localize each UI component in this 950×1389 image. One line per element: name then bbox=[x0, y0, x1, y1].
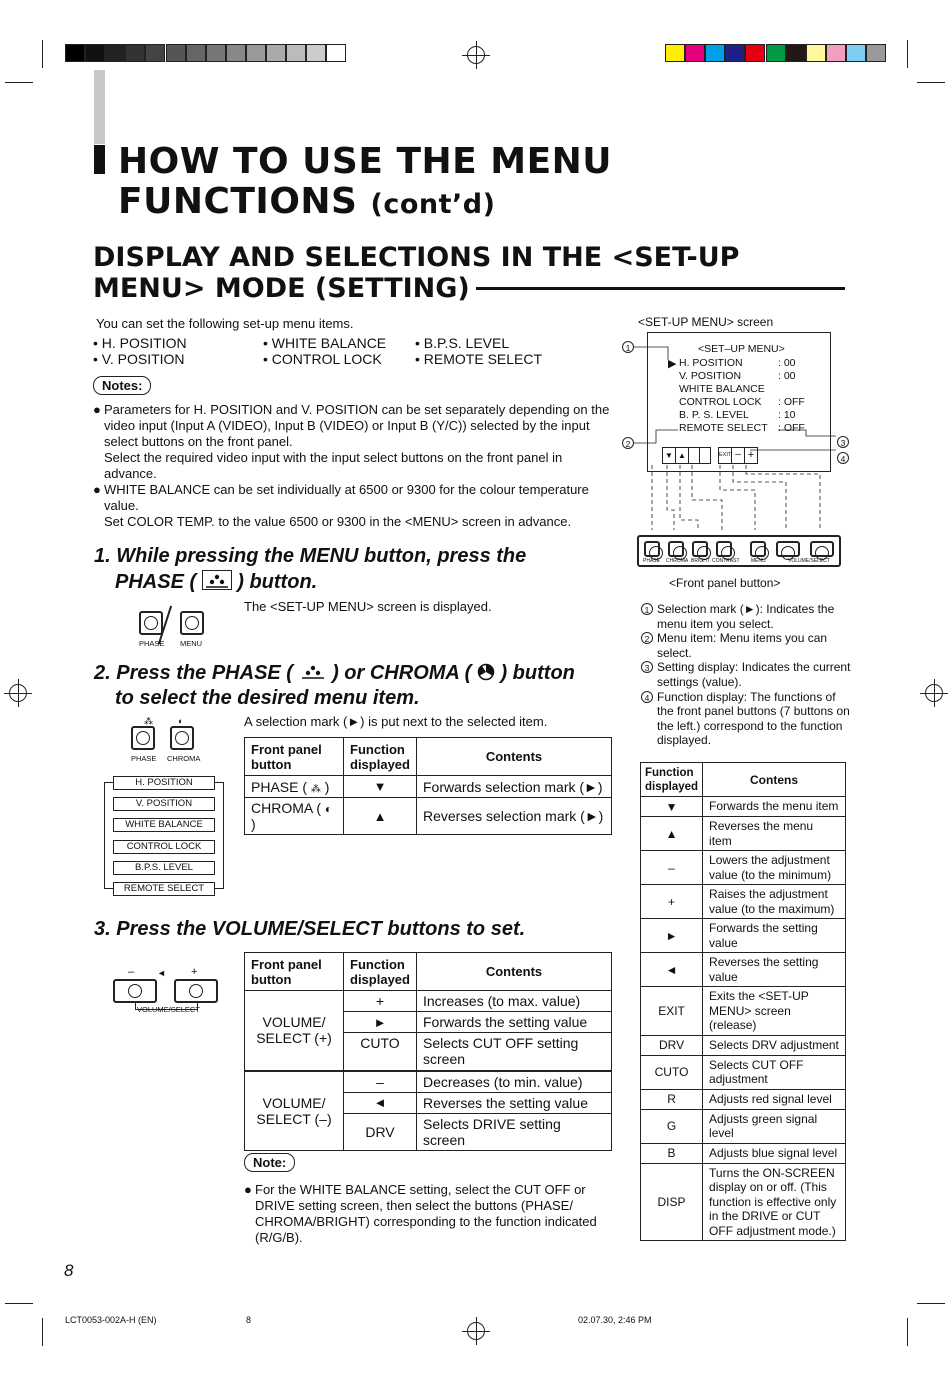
chroma-icon: ◐ bbox=[178, 716, 184, 726]
table-row bbox=[641, 797, 846, 817]
table-row: ► Forwards the setting value bbox=[245, 1012, 612, 1033]
table-row bbox=[641, 1089, 846, 1109]
table-header: Contents bbox=[417, 953, 612, 991]
volume-plus-button[interactable] bbox=[174, 979, 218, 1003]
color-swatch bbox=[685, 44, 705, 62]
chroma-icon bbox=[477, 663, 495, 681]
contents-cell: Exits the <SET-UP MENU> screen (release) bbox=[703, 987, 846, 1036]
notes-label: Notes: bbox=[93, 376, 151, 395]
color-swatch bbox=[866, 44, 886, 62]
screen-row-value: : OFF bbox=[778, 422, 805, 434]
color-swatch bbox=[226, 44, 246, 62]
panel-label: PHASE bbox=[643, 558, 660, 564]
table-row: VOLUME/ SELECT (–) – Decreases (to min. value) bbox=[245, 1071, 612, 1093]
screen-row-value: : OFF bbox=[778, 396, 805, 408]
flow-item: REMOTE SELECT bbox=[113, 882, 215, 896]
panel-label: CHROMA bbox=[666, 558, 689, 564]
screen-row-value: : 00 bbox=[778, 357, 796, 369]
page-number: 8 bbox=[64, 1261, 74, 1280]
table-header: Front panel button bbox=[245, 738, 344, 776]
note-label: Note: bbox=[244, 1153, 295, 1172]
step3-table bbox=[244, 952, 612, 1151]
function-cell: EXIT bbox=[641, 987, 703, 1036]
table-row bbox=[641, 953, 846, 987]
table-header: Contents bbox=[417, 738, 612, 776]
table-row: PHASE ( ⁂ ) ▼ Forwards selection mark (►) bbox=[245, 776, 612, 798]
volume-minus-button[interactable] bbox=[113, 979, 157, 1003]
menu-button-label: MENU bbox=[180, 639, 203, 648]
color-swatch bbox=[306, 44, 326, 62]
function-cell: + bbox=[641, 885, 703, 919]
chroma-button[interactable] bbox=[170, 726, 194, 750]
table-row bbox=[641, 987, 846, 1036]
items-col1 bbox=[93, 335, 187, 367]
panel-label: MENU bbox=[751, 558, 766, 564]
color-swatch bbox=[286, 44, 306, 62]
flow-left-line bbox=[104, 782, 113, 889]
phase-icon: ⁂ bbox=[144, 716, 153, 726]
screen-title: <SET–UP MENU> bbox=[698, 343, 785, 355]
panel-label: CONTRAST bbox=[712, 558, 740, 564]
color-swatch bbox=[85, 44, 105, 62]
plus-sign: + bbox=[191, 966, 198, 978]
intro-text: You can set the following set-up menu items. bbox=[96, 316, 354, 331]
table-row bbox=[641, 1055, 846, 1089]
volume-select-label: VOLUME/SELECT bbox=[137, 1005, 200, 1014]
chroma-icon: ◐ bbox=[324, 802, 333, 816]
table-row bbox=[641, 885, 846, 919]
table-header: Function displayed bbox=[344, 738, 417, 776]
color-swatch bbox=[725, 44, 745, 62]
step3-heading: 3. Press the VOLUME/SELECT buttons to set. bbox=[94, 918, 526, 940]
items-col3 bbox=[415, 335, 542, 367]
contents-cell: Reverses the menu item bbox=[703, 817, 846, 851]
legend-item: 2 Menu item: Menu items you can select. bbox=[641, 631, 851, 660]
note-item: ● Parameters for H. POSITION and V. POSITION can be set separately depending on the video input (Input A (VIDEO), Input B (VIDEO) or Input B (Y/C)) selected by the input select buttons on the front panel. Select the required video input with the input select buttons on the front panel in advance. bbox=[93, 402, 610, 481]
crop-mark bbox=[5, 82, 33, 83]
table-row: DRV Selects DRIVE setting screen bbox=[245, 1113, 612, 1150]
up-icon: ▲ bbox=[675, 447, 689, 464]
function-cell: ▲ bbox=[641, 817, 703, 851]
panel-volume-minus-button[interactable] bbox=[776, 541, 800, 557]
table-header: Function displayed bbox=[344, 953, 417, 991]
legend-item: 1 Selection mark (►): Indicates the menu item you select. bbox=[641, 602, 851, 631]
color-swatch bbox=[65, 44, 85, 62]
function-table bbox=[640, 762, 846, 1241]
table-row bbox=[641, 817, 846, 851]
table-row bbox=[641, 1143, 846, 1163]
page-title-line2: FUNCTIONS (cont’d) bbox=[118, 181, 496, 222]
panel-menu-button[interactable] bbox=[750, 541, 766, 557]
volume-wedge: ◄ bbox=[157, 968, 166, 978]
flow-item: V. POSITION bbox=[113, 797, 215, 811]
plus-icon: + bbox=[744, 447, 758, 464]
flow-item: CONTROL LOCK bbox=[113, 840, 215, 854]
color-swatch bbox=[786, 44, 806, 62]
notes-body bbox=[93, 402, 633, 530]
function-cell: G bbox=[641, 1109, 703, 1143]
list-item: • V. POSITION bbox=[93, 351, 185, 367]
phase-button-label: PHASE bbox=[131, 754, 157, 763]
screen-row-label: B. P. S. LEVEL bbox=[679, 409, 749, 421]
section-heading bbox=[93, 242, 853, 304]
page-title-contd: (cont’d) bbox=[370, 189, 496, 220]
minus-sign: – bbox=[128, 966, 135, 978]
page-title-line1: HOW TO USE THE MENU bbox=[118, 141, 613, 182]
screen-row-label: H. POSITION bbox=[679, 357, 743, 369]
table-header: Front panel button bbox=[245, 953, 344, 991]
registration-mark-left bbox=[9, 684, 27, 702]
phase-button[interactable] bbox=[131, 726, 155, 750]
function-cell: – bbox=[641, 851, 703, 885]
section-rule bbox=[476, 287, 845, 290]
callout-4: 4 bbox=[837, 452, 849, 464]
list-item: • WHITE BALANCE bbox=[263, 335, 387, 351]
section-heading-line2: MENU> MODE (SETTING) bbox=[93, 273, 853, 304]
color-swatch bbox=[665, 44, 685, 62]
color-swatch bbox=[766, 44, 786, 62]
footer-mid: 8 bbox=[246, 1315, 252, 1325]
contents-cell: Adjusts green signal level bbox=[703, 1109, 846, 1143]
phase-button[interactable] bbox=[139, 611, 163, 635]
minus-icon: – bbox=[731, 447, 745, 464]
page-tab bbox=[94, 70, 105, 144]
panel-volume-plus-button[interactable] bbox=[810, 541, 834, 557]
table-header: Function displayed bbox=[641, 763, 703, 797]
menu-button[interactable] bbox=[180, 611, 204, 635]
color-swatch bbox=[826, 44, 846, 62]
flow-item: WHITE BALANCE bbox=[113, 818, 215, 832]
contents-cell: Raises the adjustment value (to the maximum) bbox=[703, 885, 846, 919]
callout-leaders bbox=[600, 330, 860, 570]
crop-mark bbox=[907, 1318, 908, 1346]
color-swatch bbox=[705, 44, 725, 62]
step1-heading: 1. While pressing the MENU button, press the PHASE ( ) button. bbox=[94, 545, 527, 593]
contents-cell: Adjusts red signal level bbox=[703, 1089, 846, 1109]
table-row bbox=[641, 1109, 846, 1143]
phase-icon: ⁂ bbox=[310, 783, 321, 795]
panel-chroma-button[interactable] bbox=[668, 541, 684, 557]
screen-caption: <SET-UP MENU> screen bbox=[638, 315, 774, 329]
step2-heading: 2. Press the PHASE ( ) or CHROMA ( ) button to select the desired menu item. bbox=[94, 662, 575, 709]
table-row: VOLUME/ SELECT (+) + Increases (to max. value) bbox=[245, 991, 612, 1012]
screen-row-value: : 00 bbox=[778, 370, 796, 382]
color-swatch bbox=[105, 44, 125, 62]
items-col2 bbox=[263, 335, 386, 367]
front-panel-caption: <Front panel button> bbox=[669, 576, 781, 590]
registration-mark-top bbox=[467, 46, 485, 64]
panel-phase-button[interactable] bbox=[644, 541, 660, 557]
callout-3: 3 bbox=[837, 436, 849, 448]
crop-mark bbox=[907, 40, 908, 68]
crop-mark bbox=[917, 82, 945, 83]
screen-row-label: CONTROL LOCK bbox=[679, 396, 762, 408]
callout-2: 2 bbox=[622, 437, 634, 449]
phase-button-label: PHASE bbox=[139, 639, 165, 648]
panel-label: VOLUME/SELECT bbox=[788, 558, 830, 564]
step1-desc: The <SET-UP MENU> screen is displayed. bbox=[244, 599, 492, 614]
screen-row-label: V. POSITION bbox=[679, 370, 742, 382]
contents-cell: Selects DRV adjustment bbox=[703, 1035, 846, 1055]
crop-mark bbox=[42, 1318, 43, 1346]
list-item: • B.P.S. LEVEL bbox=[415, 335, 510, 351]
panel-bright-button[interactable] bbox=[692, 541, 708, 557]
table-row: CHROMA ( ◐ ) ▲ Reverses selection mark (►) bbox=[245, 798, 612, 835]
legend-item: 3 Setting display: Indicates the current settings (value). bbox=[641, 660, 851, 689]
crop-mark bbox=[42, 40, 43, 68]
panel-contrast-button[interactable] bbox=[716, 541, 732, 557]
contents-cell: Lowers the adjustment value (to the minimum) bbox=[703, 851, 846, 885]
phase-icon bbox=[202, 570, 232, 590]
footer-left: LCT0053-002A-H (EN) bbox=[65, 1315, 157, 1325]
footer-right: 02.07.30, 2:46 PM bbox=[578, 1315, 652, 1325]
step2-table bbox=[244, 737, 612, 835]
exit-label: EXIT bbox=[718, 447, 732, 464]
down-icon: ▼ bbox=[662, 447, 676, 464]
function-cell: DRV bbox=[641, 1035, 703, 1055]
registration-mark-bottom bbox=[467, 1322, 485, 1340]
color-swatch bbox=[806, 44, 826, 62]
table-row bbox=[641, 851, 846, 885]
function-cell: R bbox=[641, 1089, 703, 1109]
table-header: Contens bbox=[703, 763, 846, 797]
flow-item: H. POSITION bbox=[113, 776, 215, 790]
function-cell: ▼ bbox=[641, 797, 703, 817]
color-swatch bbox=[206, 44, 226, 62]
table-row bbox=[641, 1163, 846, 1241]
color-swatch bbox=[246, 44, 266, 62]
chroma-button-label: CHROMA bbox=[167, 754, 201, 763]
flow-right-line bbox=[215, 782, 224, 889]
crop-mark bbox=[917, 1303, 945, 1304]
contents-cell: Forwards the menu item bbox=[703, 797, 846, 817]
color-swatch bbox=[125, 44, 145, 62]
table-row bbox=[641, 1035, 846, 1055]
screen-row-value: : 10 bbox=[778, 409, 796, 421]
callout-1: 1 bbox=[622, 341, 634, 353]
color-swatch bbox=[326, 44, 346, 62]
function-cell: B bbox=[641, 1143, 703, 1163]
function-cell: ► bbox=[641, 919, 703, 953]
panel-label: BRIGHT bbox=[691, 558, 710, 564]
color-swatch bbox=[745, 44, 765, 62]
color-swatch bbox=[186, 44, 206, 62]
color-swatch bbox=[846, 44, 866, 62]
contents-cell: Selects CUT OFF adjustment bbox=[703, 1055, 846, 1089]
phase-icon bbox=[299, 663, 327, 681]
color-swatch bbox=[266, 44, 286, 62]
list-item: • REMOTE SELECT bbox=[415, 351, 543, 367]
registration-mark-right bbox=[925, 684, 943, 702]
section-heading-line1: DISPLAY AND SELECTIONS IN THE <SET-UP bbox=[93, 242, 740, 273]
step2-desc: A selection mark (►) is put next to the selected item. bbox=[244, 714, 548, 729]
function-cell: CUTO bbox=[641, 1055, 703, 1089]
color-swatch bbox=[166, 44, 186, 62]
table-row: CUTO Selects CUT OFF setting screen bbox=[245, 1033, 612, 1071]
table-row bbox=[641, 919, 846, 953]
legend-item: 4 Function display: The functions of the front panel buttons (7 buttons on the left.) correspond to the function displayed. bbox=[641, 690, 851, 748]
title-marker bbox=[94, 145, 105, 174]
list-item: • CONTROL LOCK bbox=[263, 351, 382, 367]
table-row: ◄ Reverses the setting value bbox=[245, 1092, 612, 1113]
screen-row-label: REMOTE SELECT bbox=[679, 422, 768, 434]
function-cell: ◄ bbox=[641, 953, 703, 987]
contents-cell: Reverses the setting value bbox=[703, 953, 846, 987]
selection-mark-icon: ▶ bbox=[668, 358, 677, 370]
crop-mark bbox=[5, 1303, 33, 1304]
note-item: ● WHITE BALANCE can be set individually at 6500 or 9300 for the colour temperature value. Set COLOR TEMP. to the value 6500 or 9300 in the <MENU> screen in advance. bbox=[93, 482, 589, 529]
function-cell: DISP bbox=[641, 1163, 703, 1241]
contents-cell: Forwards the setting value bbox=[703, 919, 846, 953]
note-body: ● For the WHITE BALANCE setting, select the CUT OFF or DRIVE setting screen, then select the buttons (PHASE/ CHROMA/BRIGHT) corresponding to the function indicated (R/G/B). bbox=[244, 1182, 597, 1245]
screen-row-label: WHITE BALANCE bbox=[679, 383, 765, 395]
list-item: • H. POSITION bbox=[93, 335, 187, 351]
flow-item: B.P.S. LEVEL bbox=[113, 861, 215, 875]
contents-cell: Adjusts blue signal level bbox=[703, 1143, 846, 1163]
page-title bbox=[118, 142, 612, 225]
color-swatch bbox=[145, 44, 165, 62]
contents-cell: Turns the ON-SCREEN display on or off. (This function is effective only in the DRIVE or CUT OFF adjustment mode.) bbox=[703, 1163, 846, 1241]
legend bbox=[641, 602, 851, 748]
